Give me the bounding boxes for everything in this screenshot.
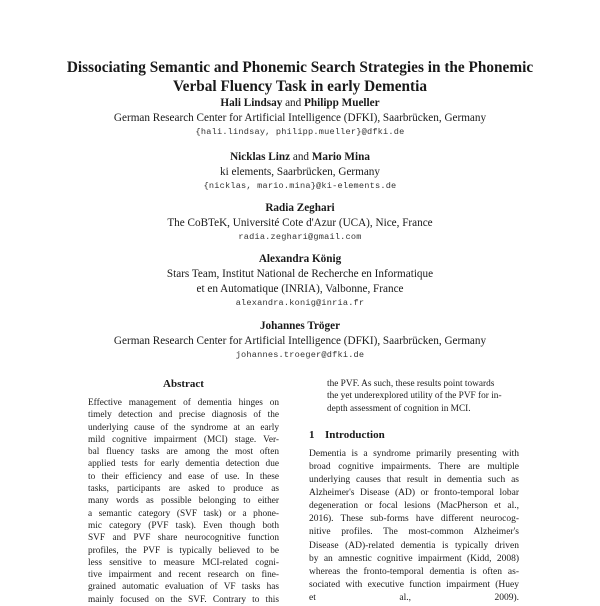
author-email: {nicklas, mario.mina}@ki-elements.de <box>203 181 397 191</box>
author-email: alexandra.konig@inria.fr <box>235 298 365 308</box>
intro-line: 2016). These sub-forms have different neurocog- <box>309 514 519 525</box>
author-names <box>40 319 560 334</box>
author-group-3 <box>40 201 560 244</box>
author-names <box>40 252 560 267</box>
intro-line: Dementia is a syndrome primarily presenting with <box>309 448 519 459</box>
affiliation-line-2: et en Automatique (INRIA), Valbonne, France <box>196 283 404 295</box>
abstract-line: timely detection and precise diagnosis of the <box>88 410 279 421</box>
abstract-body <box>88 397 279 606</box>
author-name: Philipp Mueller <box>304 97 380 109</box>
section-heading-introduction <box>309 428 519 442</box>
intro-line: nitive profiles. The most-common Alzheimer's <box>309 527 519 538</box>
abstract-line: depth assessment of cognition in MCI. <box>327 403 471 414</box>
paper-title-line-2: Verbal Fluency Task in early Dementia <box>173 78 427 95</box>
abstract-line: mainly focused on the SVF. Contrary to this <box>88 594 279 605</box>
abstract-line: SVF and PVF share neurocognitive function <box>88 533 279 544</box>
affiliation: ki elements, Saarbrücken, Germany <box>220 166 380 178</box>
intro-line: by an amnestic cognitive impairment (Kidd, 2008) <box>309 553 519 564</box>
abstract-line: mic category (PVF task). Even though both <box>88 520 279 531</box>
author-connector: and <box>285 97 302 109</box>
author-names <box>40 96 560 111</box>
author-name: Nicklas Linz <box>230 151 291 163</box>
intro-line: broad cognitive impairments. There are multiple <box>309 461 519 472</box>
author-name: Alexandra König <box>258 253 342 265</box>
abstract-line: Effective management of dementia hinges on <box>88 398 279 408</box>
author-names <box>40 201 560 216</box>
author-name: Johannes Tröger <box>259 320 341 332</box>
author-email: johannes.troeger@dfki.de <box>235 350 365 360</box>
paper-title-line-1: Dissociating Semantic and Phonemic Search Strategies in the Phonemic <box>66 59 534 76</box>
right-column <box>309 378 519 605</box>
paper-title <box>60 58 540 96</box>
author-name: Radia Zeghari <box>265 202 335 214</box>
section-title: Introduction <box>325 428 385 441</box>
abstract-continuation <box>309 378 519 415</box>
intro-line: underlying causes that result in dementia such as <box>309 475 519 486</box>
abstract-line: tasks, participants are asked to produce as <box>88 484 279 495</box>
intro-line: sociated with executive function impairment (Huey <box>309 579 519 590</box>
abstract-line: tive impairment and recent research on fine- <box>88 570 279 581</box>
abstract-heading: Abstract <box>163 378 204 390</box>
author-email: radia.zeghari@gmail.com <box>238 232 362 242</box>
intro-line: Alzheimer's Disease (AD) or fronto-temporal lobar <box>309 488 519 499</box>
abstract-line: underlying cause of the syndrome at an early <box>88 422 279 433</box>
author-names <box>40 150 560 165</box>
abstract-line: bal fluency tasks are among the most often <box>88 447 279 458</box>
abstract-line: less sensitive to measure MCI-related cogni- <box>88 557 279 568</box>
author-name: Mario Mina <box>311 151 370 163</box>
abstract-line: many words as possible belonging to either <box>88 496 279 507</box>
affiliation: German Research Center for Artificial Intelligence (DFKI), Saarbrücken, Germany <box>113 112 487 124</box>
abstract-line: grained automatic evaluation of VF tasks has <box>88 582 279 593</box>
author-group-5 <box>40 319 560 362</box>
abstract-line: profiles, the PVF is typically believed to be <box>88 545 279 556</box>
author-group-2 <box>40 150 560 193</box>
section-number: 1 <box>309 428 315 441</box>
author-group-4 <box>40 252 560 310</box>
intro-line: et al., 2009). <box>309 592 519 603</box>
author-email: {hali.lindsay, philipp.mueller}@dfki.de <box>195 127 405 137</box>
affiliation: German Research Center for Artificial Intelligence (DFKI), Saarbrücken, Germany <box>113 335 487 347</box>
intro-line: Disease (AD)-related dementia is typically driven <box>309 540 519 551</box>
intro-line: whereas the fronto-temporal dementia is often as- <box>309 566 519 577</box>
abstract-line: applied tests for early dementia detection due <box>88 459 279 470</box>
affiliation-line-1: Stars Team, Institut National de Recherche en Informatique <box>166 268 434 280</box>
abstract-line: a semantic category (SVF task) or a phone- <box>88 508 279 519</box>
left-column <box>88 378 279 606</box>
abstract-line: the yet underexplored utility of the PVF for in- <box>327 391 502 402</box>
author-connector: and <box>292 151 310 163</box>
abstract-line: the PVF. As such, these results point towards <box>327 379 495 389</box>
author-name: Hali Lindsay <box>220 97 283 109</box>
intro-line: degeneration or focal lesions (MacPherson et al., <box>309 501 519 512</box>
abstract-line: mild cognitive impairment (MCI) stage. Ver- <box>88 434 279 445</box>
author-group-1 <box>40 96 560 139</box>
affiliation: The CoBTeK, Université Cote d'Azur (UCA), Nice, France <box>167 217 433 229</box>
abstract-line: to their efficiency and ease of use. In these <box>88 471 279 482</box>
introduction-body <box>309 448 519 605</box>
